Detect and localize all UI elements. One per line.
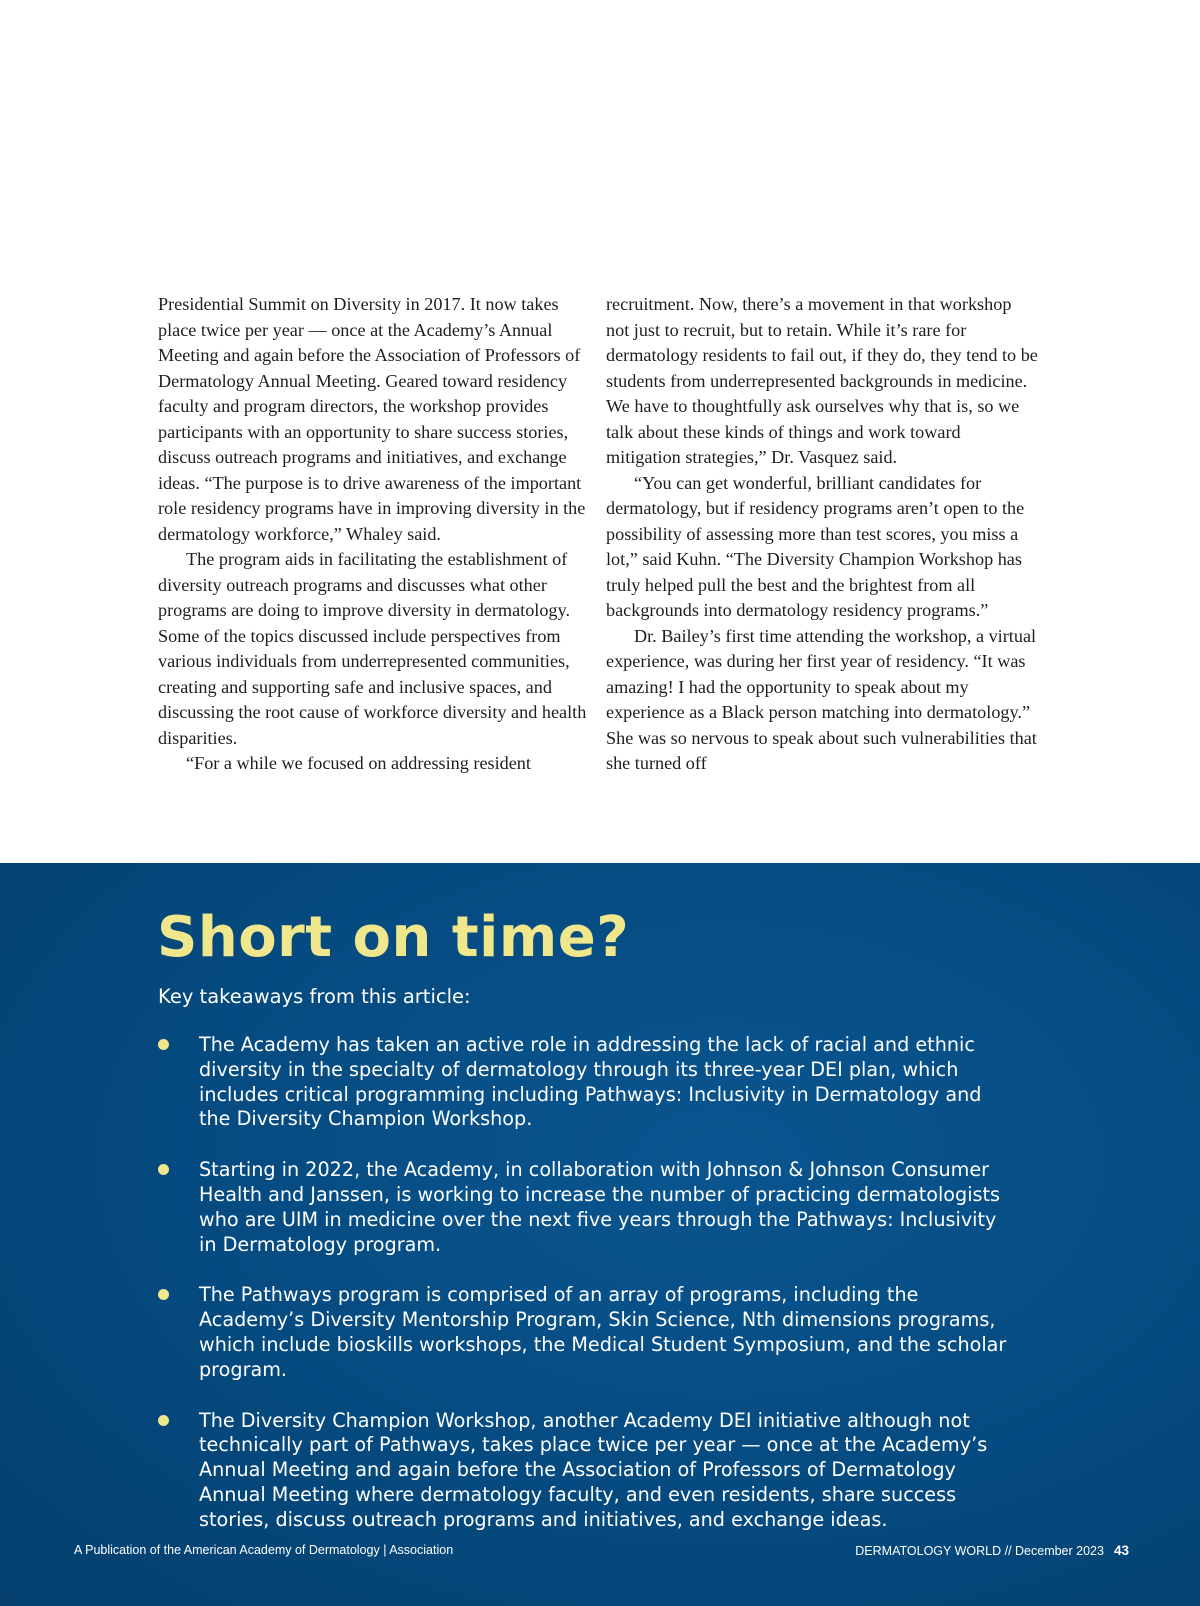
bullet-icon — [158, 1415, 169, 1426]
article-paragraph: “You can get wonderful, brilliant candidates for dermatology, but if residency programs aren’t open to the possibility of assessing more than test scores, you miss a lot,” said Kuhn. “The Diversity Champion Workshop has truly helped pull the best and the brightest from all backgrounds into dermatology residency programs.” — [606, 472, 1025, 620]
list-item — [158, 1033, 1018, 1132]
list-item-text: The Academy has taken an active role in addressing the lack of racial and ethnic diversity in the specialty of dermatology through its three-year DEI plan, which includes critical programming including Pathways: Inclusivity in Dermatology and the Diversity Champion Workshop. — [199, 1033, 982, 1131]
magazine-issue: DERMATOLOGY WORLD // December 2023 — [855, 1544, 1104, 1558]
article-body — [158, 292, 1038, 832]
key-takeaways-panel — [0, 863, 1200, 1606]
footer-magazine — [855, 1543, 1129, 1558]
footer-publisher: A Publication of the American Academy of Dermatology | Association — [74, 1543, 454, 1557]
article-paragraph: Dr. Bailey’s first time attending the workshop, a virtual experience, was during her first year of residency. “It was amazing! I had the opportunity to speak about my experience as a Black person matching into dermatology.” She was so nervous to speak about such vulnerabilities that she turned off — [606, 625, 1037, 773]
article-paragraph: Presidential Summit on Diversity in 2017. It now takes place twice per year — once at the Academy’s Annual Meeting and again before the Association of Professors of Dermatology Annual Meeting. Geared toward residency faculty and program directors, the workshop provides participants with an opportunity to share success stories, discuss outreach programs and initiatives, and exchange ideas. “The purpose is to drive awareness of the important role residency programs have in improving diversity in the dermatology workforce,” Whaley said. — [158, 294, 586, 544]
article-column-right — [606, 292, 1038, 832]
takeaways-list — [158, 1033, 1018, 1559]
article-column-left — [158, 292, 590, 832]
list-item-text: The Diversity Champion Workshop, another Academy DEI initiative although not technically part of Pathways, takes place twice per year — once at the Academy’s Annual Meeting and again before the Association of Professors of Dermatology Annual Meeting where dermatology faculty, and even residents, share success stories, discuss outreach programs and initiatives, and exchange ideas. — [199, 1408, 988, 1531]
page-number: 43 — [1113, 1543, 1129, 1558]
bullet-icon — [158, 1289, 169, 1300]
list-item-text: Starting in 2022, the Academy, in collaboration with Johnson & Johnson Consumer Health and Janssen, is working to increase the number of practicing dermatologists who are UIM in medicine over the next five years through the Pathways: Inclusivity in Dermatology program. — [199, 1158, 1001, 1256]
list-item — [158, 1283, 1018, 1382]
list-item-text: The Pathways program is comprised of an array of programs, including the Academy’s Diversity Mentorship Program, Skin Science, Nth dimensions programs, which include bioskills workshops, the Medical Student Symposium, and the scholar program. — [199, 1283, 1007, 1381]
article-paragraph: “For a while we focused on addressing resident — [186, 753, 531, 773]
panel-subtitle: Key takeaways from this article: — [158, 985, 471, 1008]
list-item — [158, 1158, 1018, 1257]
bullet-icon — [158, 1039, 169, 1050]
bullet-icon — [158, 1164, 169, 1175]
list-item — [158, 1409, 1018, 1533]
article-paragraph: The program aids in facilitating the establishment of diversity outreach programs and discusses what other programs are doing to improve diversity in dermatology. Some of the topics discussed include perspectives from various individuals from underrepresented communities, creating and supporting safe and inclusive spaces, and discussing the root cause of workforce diversity and health disparities. — [158, 549, 587, 748]
panel-title: Short on time? — [157, 905, 630, 970]
article-paragraph: recruitment. Now, there’s a movement in that workshop not just to recruit, but to retain. While it’s rare for dermatology residents to fail out, if they do, they tend to be students from underrepresented backgrounds in medicine. We have to thoughtfully ask ourselves why that is, so we talk about these kinds of things and work toward mitigation strategies,” Dr. Vasquez said. — [606, 294, 1038, 467]
